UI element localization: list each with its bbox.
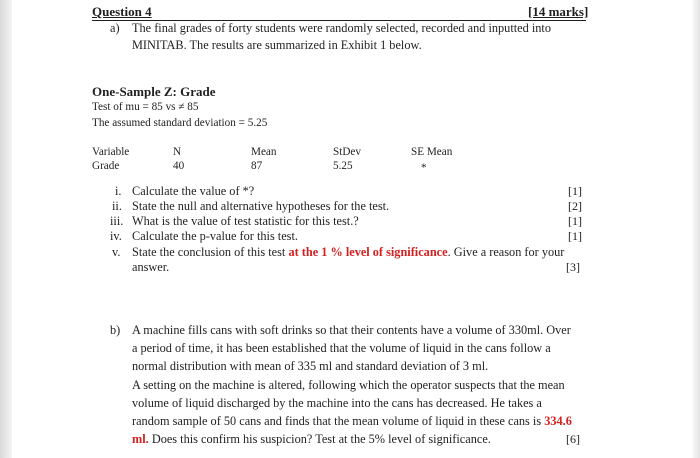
part-b-line7 xyxy=(132,431,491,448)
part-a-intro-line2: MINITAB. The results are summarized in Exhibit 1 below. xyxy=(132,38,422,52)
cell-variable: Grade xyxy=(92,160,120,172)
item-i-text: Calculate the value of *? xyxy=(132,184,255,198)
col-header-variable: Variable xyxy=(92,146,130,158)
item-ii-text: State the null and alternative hypotheses for the test. xyxy=(132,199,390,213)
minitab-heading: One-Sample Z: Grade xyxy=(92,84,216,99)
part-b-line2: a period of time, it has been established that the volume of liquid in the cans follow a xyxy=(132,341,551,355)
item-iii-number: iii. xyxy=(110,214,124,228)
minitab-test-line: Test of mu = 85 vs ≠ 85 xyxy=(92,101,199,113)
part-b-line6 xyxy=(132,413,572,430)
item-iv-text: Calculate the p-value for this test. xyxy=(132,229,298,243)
item-v-text-line2: answer. xyxy=(132,260,170,274)
item-iii-text: What is the value of test statistic for this test.? xyxy=(132,214,359,228)
item-v-text xyxy=(132,244,564,261)
cell-n: 40 xyxy=(173,160,185,172)
item-iv-number: iv. xyxy=(110,229,122,243)
minitab-sd-line: The assumed standard deviation = 5.25 xyxy=(92,117,268,129)
part-b-mark: [6] xyxy=(566,432,580,446)
item-iii-mark: [1] xyxy=(568,214,582,228)
cell-stdev: 5.25 xyxy=(333,160,353,172)
part-b-mean-value: 334.6 xyxy=(544,414,572,428)
item-v-number: v. xyxy=(112,245,121,259)
part-b-line1: A machine fills cans with soft drinks so that their contents have a volume of 330ml. Over xyxy=(132,323,571,337)
item-v-text-post: . Give a reason for your xyxy=(447,245,565,259)
item-i-mark: [1] xyxy=(568,184,582,198)
item-v-text-highlight: at the 1 % level of significance xyxy=(288,245,448,259)
part-b-line4: A setting on the machine is altered, following which the operator suspects that the mean xyxy=(132,378,565,392)
col-header-mean: Mean xyxy=(251,146,277,158)
col-header-se-mean: SE Mean xyxy=(411,146,453,158)
page-right-shadow xyxy=(692,0,700,458)
part-b-line7-text: Does this confirm his suspicion? Test at the 5% level of significance. xyxy=(151,432,491,446)
item-v-text-pre: State the conclusion of this test xyxy=(132,245,286,259)
part-a-label: a) xyxy=(110,21,120,35)
item-iv-mark: [1] xyxy=(568,229,582,243)
item-ii-number: ii. xyxy=(112,199,122,213)
item-ii-mark: [2] xyxy=(568,199,582,213)
part-b-unit: ml. xyxy=(132,432,149,446)
cell-se-mean: * xyxy=(421,162,427,174)
part-a-intro-line1: The final grades of forty students were randomly selected, recorded and inputted into xyxy=(132,21,551,35)
col-header-n: N xyxy=(173,146,182,158)
item-v-mark: [3] xyxy=(566,260,580,274)
cell-mean: 87 xyxy=(251,160,263,172)
page-left-shadow xyxy=(0,0,12,458)
part-b-line5: volume of liquid discharged by the machine into the cans has decreased. He takes a xyxy=(132,396,542,410)
part-b-line3: normal distribution with mean of 335 ml and standard deviation of 3 ml. xyxy=(132,359,489,373)
item-i-number: i. xyxy=(115,184,122,198)
col-header-stdev: StDev xyxy=(333,146,361,158)
question-marks: [14 marks] xyxy=(528,4,589,19)
part-b-line6-text: random sample of 50 cans and finds that the mean volume of liquid in these cans is xyxy=(132,414,542,428)
question-title: Question 4 xyxy=(92,4,152,19)
part-b-label: b) xyxy=(110,323,121,337)
